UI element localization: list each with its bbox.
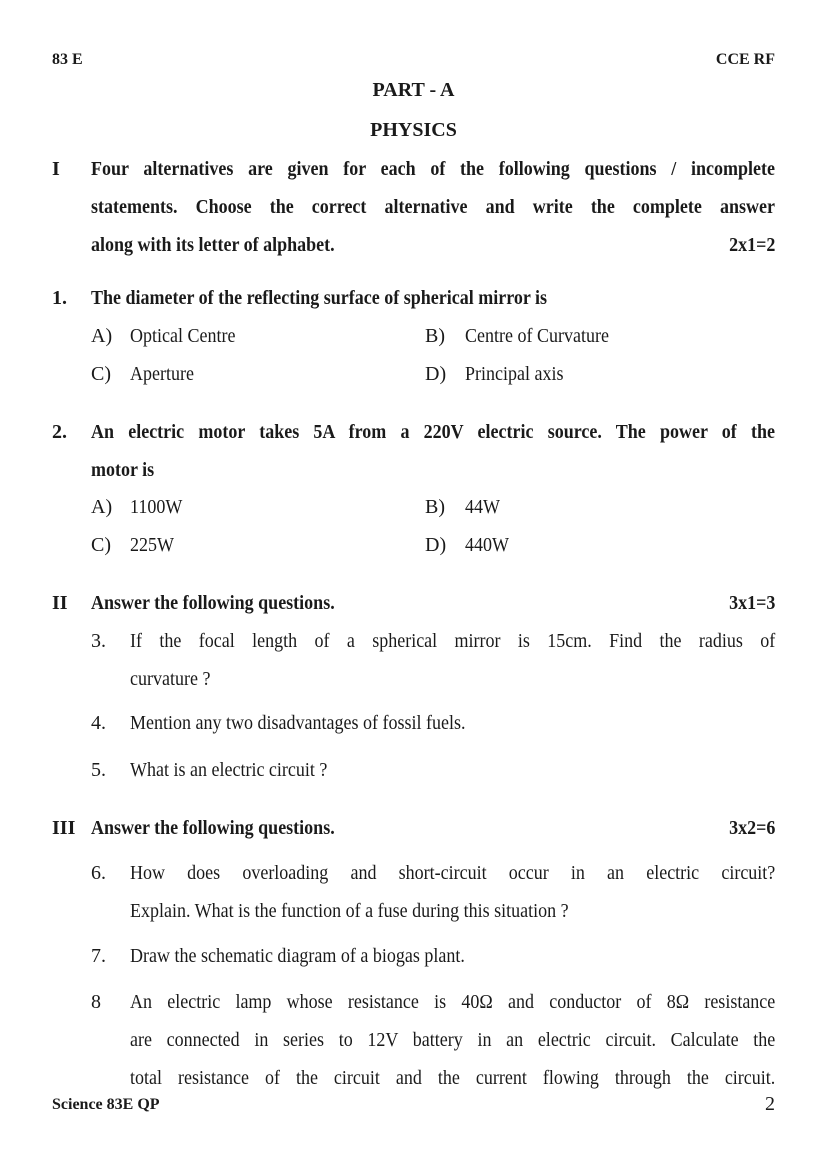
question-number: 7. <box>91 945 106 967</box>
subject-title: PHYSICS <box>370 119 457 141</box>
question-text: Draw the schematic diagram of a biogas plant. <box>130 945 465 967</box>
question-number: 2. <box>52 421 67 443</box>
question-text: motor is <box>91 459 155 481</box>
question-text: What is an electric circuit ? <box>130 759 328 781</box>
part-title: PART - A <box>372 79 455 101</box>
option-label: C) <box>91 363 111 385</box>
footer-title: Science 83E QP <box>52 1096 160 1113</box>
option-text: 225W <box>130 534 175 556</box>
section-instruction-line: Four alternatives are given for each of the following questions / incomplete <box>91 158 775 180</box>
section-marks: 3x1=3 <box>728 592 775 614</box>
question-text: The diameter of the reflecting surface of spherical mirror is <box>91 287 548 309</box>
question-number: 8 <box>91 991 101 1013</box>
question-text: An electric lamp whose resistance is 40Ω and conductor of 8Ω resistance <box>130 991 776 1013</box>
option-label: B) <box>425 325 445 347</box>
section-instruction-line: along with its letter of alphabet. <box>91 234 335 256</box>
question-text: How does overloading and short-circuit occur in an electric circuit? <box>130 862 776 884</box>
question-text: An electric motor takes 5A from a 220V electric source. The power of the <box>91 421 775 443</box>
section-title: Answer the following questions. <box>91 592 335 614</box>
option-text: Aperture <box>130 363 194 385</box>
question-text: Explain. What is the function of a fuse during this situation ? <box>130 900 569 922</box>
paper-series: CCE RF <box>715 51 775 68</box>
section-marks: 3x2=6 <box>728 817 775 839</box>
page-number: 2 <box>765 1093 775 1115</box>
section-instruction-line: statements. Choose the correct alternative and write the complete answer <box>91 196 775 218</box>
section-number: I <box>52 158 60 180</box>
option-label: D) <box>425 534 447 556</box>
option-text: Principal axis <box>465 363 564 385</box>
option-text: 440W <box>465 534 510 556</box>
section-number: II <box>52 592 68 614</box>
option-text: Centre of Curvature <box>465 325 609 347</box>
option-label: B) <box>425 496 445 518</box>
question-text: are connected in series to 12V battery in an electric circuit. Calculate the <box>130 1029 776 1051</box>
option-text: 1100W <box>130 496 183 518</box>
option-label: A) <box>91 496 113 518</box>
option-label: C) <box>91 534 111 556</box>
question-text: Mention any two disadvantages of fossil fuels. <box>130 712 466 734</box>
question-number: 5. <box>91 759 106 781</box>
question-number: 1. <box>52 287 67 309</box>
question-text: curvature ? <box>130 668 211 690</box>
paper-code: 83 E <box>52 51 83 68</box>
option-text: 44W <box>465 496 501 518</box>
option-text: Optical Centre <box>130 325 236 347</box>
question-text: If the focal length of a spherical mirror is 15cm. Find the radius of <box>130 630 776 652</box>
section-marks: 2x1=2 <box>728 234 775 256</box>
option-label: D) <box>425 363 447 385</box>
option-label: A) <box>91 325 113 347</box>
question-text: total resistance of the circuit and the current flowing through the circuit. <box>130 1067 776 1089</box>
section-title: Answer the following questions. <box>91 817 335 839</box>
question-number: 6. <box>91 862 106 884</box>
question-number: 4. <box>91 712 106 734</box>
section-number: III <box>52 817 76 839</box>
question-number: 3. <box>91 630 106 652</box>
